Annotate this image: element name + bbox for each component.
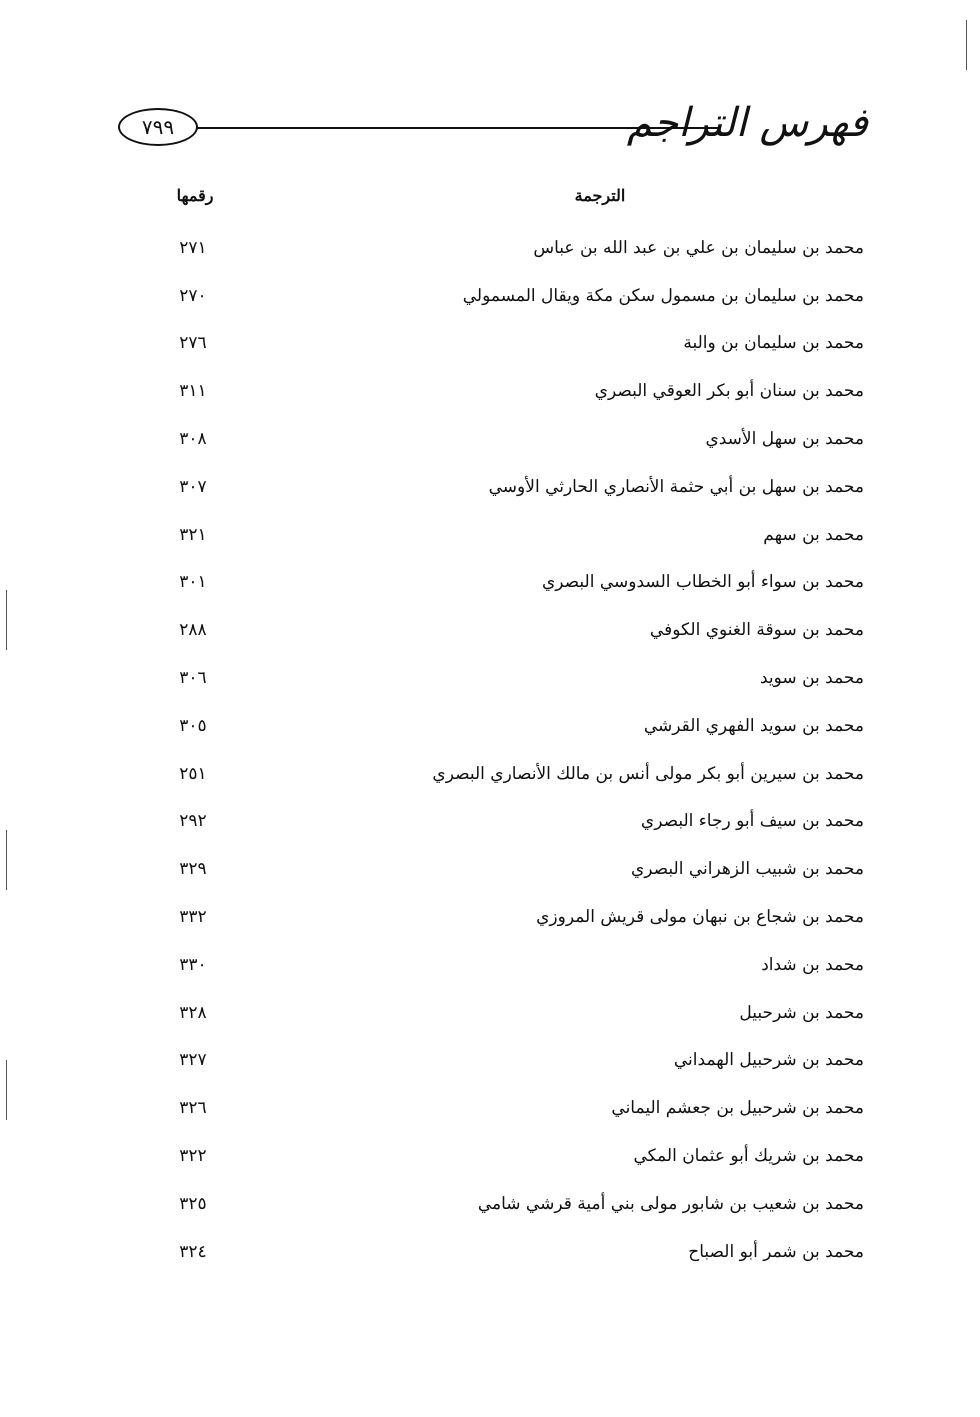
column-header-number: رقمها [176,186,214,205]
entry-name: محمد بن سهل الأسدي [705,429,864,450]
entry-name: محمد بن سوقة الغنوي الكوفي [649,620,864,641]
list-item [150,511,870,559]
entry-number: ٣٢٩ [179,859,207,880]
column-header-name: الترجمة [574,186,626,205]
list-item [150,606,870,654]
entry-name: محمد بن سهم [763,524,864,545]
page-title: فهرس التراجم [626,100,868,146]
list-item [150,1132,870,1180]
page-header [118,100,878,170]
list-item [150,1180,870,1228]
entry-number: ٣٢٤ [179,1241,207,1262]
entry-name: محمد بن شداد [761,954,864,975]
list-item [150,415,870,463]
entry-number: ٣٢٧ [179,1050,207,1071]
entry-name: محمد بن شمر أبو الصباح [688,1241,864,1262]
entry-number: ٣٢٦ [179,1098,207,1119]
list-item [150,1084,870,1132]
entry-name: محمد بن شريك أبو عثمان المكي [633,1146,864,1167]
entry-number: ٣١١ [179,381,207,402]
entry-number: ٣٠٨ [179,429,207,450]
list-item [150,320,870,368]
entry-number: ٢٧١ [179,237,207,258]
entry-name: محمد بن شرحبيل بن جعشم اليماني [611,1098,864,1119]
list-item [150,367,870,415]
margin-mark [966,20,967,70]
entry-name: محمد بن شرحبيل الهمداني [673,1050,864,1071]
entry-name: محمد بن سليمان بن مسمول سكن مكة ويقال المسمولي [462,285,864,306]
entry-name: محمد بن سنان أبو بكر العوقي البصري [594,381,864,402]
margin-mark [6,1060,7,1120]
list-item [150,654,870,702]
margin-mark [6,830,7,890]
entry-name: محمد بن سويد الفهري القرشي [643,715,864,736]
entry-name: محمد بن سويد [760,668,864,689]
list-item [150,1228,870,1276]
list-item [150,224,870,272]
entry-number: ٣٢٢ [179,1146,207,1167]
entry-number: ٢٧٦ [179,333,207,354]
page-number: ٧٩٩ [141,115,175,139]
entry-number: ٣٠٧ [179,476,207,497]
entry-name: محمد بن شرحبيل [739,1002,864,1023]
entry-number: ٣٢٨ [179,1002,207,1023]
entry-name: محمد بن سيرين أبو بكر مولى أنس بن مالك الأنصاري البصري [432,763,864,784]
entry-name: محمد بن شعيب بن شابور مولى بني أمية قرشي شامي [477,1193,864,1214]
entry-name: محمد بن سليمان بن والبة [683,333,864,354]
list-item [150,272,870,320]
margin-mark [6,590,7,650]
list-item [150,941,870,989]
list-item [150,750,870,798]
entry-number: ٢٥١ [179,763,207,784]
entry-number: ٣٠٥ [179,715,207,736]
entry-number: ٢٩٢ [179,811,207,832]
list-item [150,463,870,511]
entry-name: محمد بن شبيب الزهراني البصري [630,859,864,880]
list-item [150,798,870,846]
list-item [150,702,870,750]
list-item [150,1037,870,1085]
entry-name: محمد بن سهل بن أبي حثمة الأنصاري الحارثي الأوسي [488,476,864,497]
entry-number: ٣٢٥ [179,1193,207,1214]
entry-name: محمد بن سواء أبو الخطاب السدوسي البصري [542,572,864,593]
index-list [150,224,870,1276]
entry-number: ٣٣٠ [179,954,207,975]
entry-number: ٣٠١ [179,572,207,593]
page-number-badge [118,108,198,146]
entry-name: محمد بن سليمان بن علي بن عبد الله بن عباس [533,237,864,258]
entry-number: ٢٧٠ [179,285,207,306]
entry-name: محمد بن شجاع بن نبهان مولى قريش المروزي [536,907,864,928]
list-item [150,559,870,607]
entry-number: ٣٣٢ [179,907,207,928]
list-item [150,893,870,941]
entry-number: ٣٠٦ [179,668,207,689]
entry-number: ٣٢١ [179,524,207,545]
entry-name: محمد بن سيف أبو رجاء البصري [640,811,864,832]
entry-number: ٢٨٨ [179,620,207,641]
list-item [150,989,870,1037]
list-item [150,845,870,893]
